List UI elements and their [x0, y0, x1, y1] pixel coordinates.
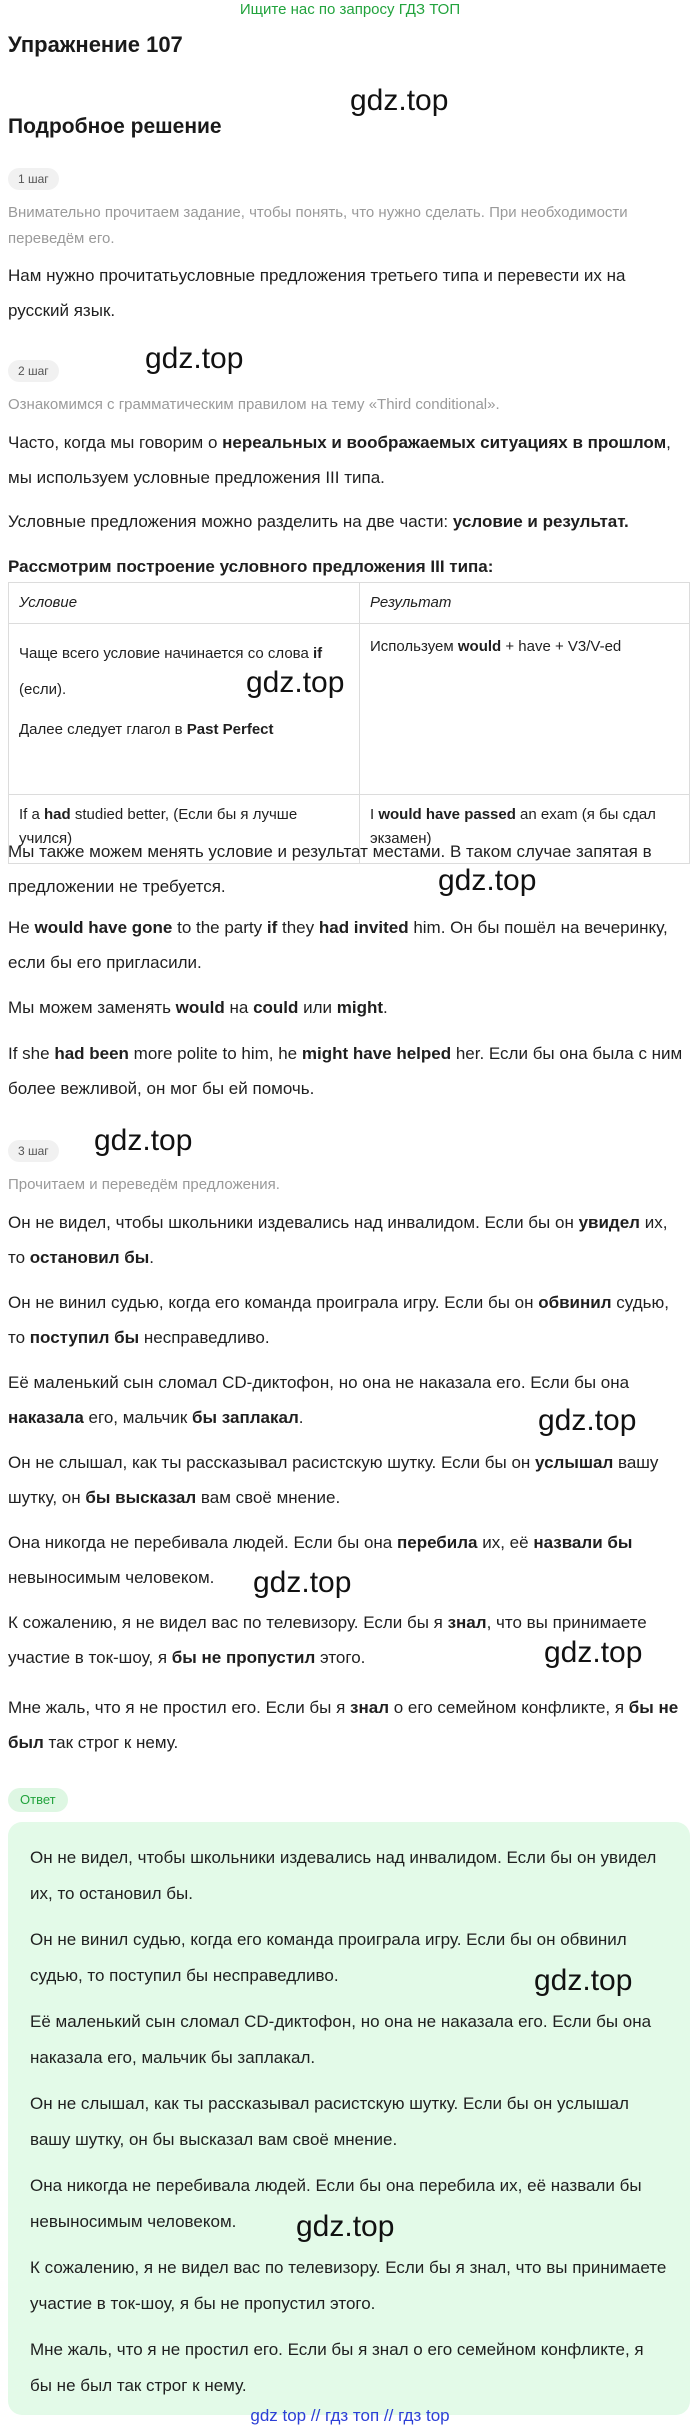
answer-sentence-3: Её маленький сын сломал CD-диктофон, но она не наказала его. Если бы она наказала его, мальчик бы заплакал.: [30, 2012, 652, 2067]
text-part: If a: [19, 806, 45, 823]
text-part: Мне жаль, что я не простил его. Если бы я: [8, 1698, 351, 1717]
text-part: на: [224, 998, 254, 1017]
text-part: If she: [8, 1044, 55, 1063]
text-part: вашу шутку, он: [8, 1453, 659, 1507]
bold-text: нереальных и воображаемых ситуациях в прошлом: [222, 433, 667, 452]
answer-sentence-1: Он не видел, чтобы школьники издевались над инвалидом. Если бы он увидел их, то остановил бы.: [30, 1848, 657, 1903]
text-part: Используем: [370, 638, 458, 655]
bold-text: would: [457, 638, 502, 655]
watermark: gdz.top: [253, 1566, 352, 1599]
text-part: they: [277, 918, 319, 937]
bold-text: Past Perfect: [186, 721, 274, 738]
text-part: more polite to him, he: [128, 1044, 302, 1063]
text-part: He: [8, 918, 35, 937]
answer-sentence-5: Она никогда не перебивала людей. Если бы она перебила их, её назвали бы невыносимым человеком.: [30, 2176, 642, 2231]
watermark: gdz.top: [538, 1404, 637, 1437]
text-part: Условные предложения можно разделить на две части:: [8, 512, 453, 531]
table-header-result: Результат: [360, 583, 690, 624]
bold-text: бы не пропустил: [171, 1648, 316, 1667]
sentence-4: [8, 1445, 688, 1515]
text-part: .: [383, 998, 388, 1017]
text-part: to the party: [172, 918, 267, 937]
text-part: I: [370, 806, 379, 823]
bold-text: увидел: [578, 1213, 640, 1232]
rule-paragraph-1: [8, 425, 688, 495]
text-part: судью, то: [8, 1293, 669, 1347]
conditional-table: [8, 582, 690, 864]
step-1-text: Нам нужно прочитатьусловные предложения третьего типа и перевести их на русский язык.: [8, 266, 626, 320]
step-3-badge: 3 шаг: [8, 1140, 59, 1162]
text-part: Часто, когда мы говорим о: [8, 433, 223, 452]
watermark: gdz.top: [94, 1124, 193, 1157]
bold-text: бы заплакал: [192, 1408, 299, 1427]
text-part: их, то: [8, 1213, 668, 1267]
sentence-1: [8, 1205, 688, 1275]
bold-text: остановил бы: [29, 1248, 150, 1267]
text-part: , что вы принимаете участие в ток-шоу, я: [8, 1613, 647, 1667]
footer-link-gdz-top[interactable]: gdz top: [250, 2406, 307, 2425]
step-1-badge: 1 шаг: [8, 168, 59, 190]
text-part: .: [298, 1408, 304, 1427]
section-title: Подробное решение: [8, 115, 222, 138]
text-part: , мы используем условные предложения III типа.: [8, 433, 671, 487]
bold-text: поступил бы: [29, 1328, 140, 1347]
bold-text: might have helped: [301, 1044, 452, 1063]
bold-text: would have gone: [34, 918, 173, 937]
step-1-hint: Внимательно прочитаем задание, чтобы понять, что нужно сделать. При необходимости переведём его.: [8, 204, 628, 247]
step-3-hint: Прочитаем и переведём предложения.: [8, 1176, 280, 1193]
bold-text: would: [175, 998, 225, 1017]
watermark: gdz.top: [145, 342, 244, 375]
bold-text: had been: [54, 1044, 129, 1063]
table-cell: [9, 624, 360, 795]
text-part: Он не винил судью, когда его команда проиграла игру. Если бы он: [8, 1293, 539, 1312]
sentence-2: [8, 1285, 688, 1355]
cell-text: [19, 712, 349, 748]
watermark: gdz.top: [296, 2210, 395, 2243]
bold-text: обвинил: [538, 1293, 612, 1312]
bold-text: had: [44, 806, 71, 823]
footer-separator: //: [310, 2406, 321, 2425]
text-part: studied better, (Если бы я лучше учился): [19, 806, 298, 847]
text-part: Он не слышал, как ты рассказывал расистскую шутку. Если бы он: [8, 1453, 536, 1472]
answer-sentence-6: К сожалению, я не видел вас по телевизору. Если бы я знал, что вы принимаете участие в ток-шоу, я бы не пропустил этого.: [30, 2258, 667, 2313]
answer-sentence-2: Он не винил судью, когда его команда проиграла игру. Если бы он обвинил судью, то поступил бы несправедливо.: [30, 1930, 627, 1985]
step-2-hint: Ознакомимся с грамматическим правилом на тему «Third conditional».: [8, 396, 500, 413]
bold-text: would have passed: [378, 806, 516, 823]
text-part: о его семейном конфликте, я: [389, 1698, 629, 1717]
bold-text: бы не был: [8, 1698, 679, 1752]
footer-link-gdz-top-ru[interactable]: гдз топ: [325, 2406, 380, 2425]
rule-paragraph-2: [8, 504, 688, 539]
table-header-row: [9, 583, 690, 624]
watermark: gdz.top: [534, 1964, 633, 1997]
footer-links: [0, 2406, 700, 2428]
text-part: невыносимым человеком.: [8, 1568, 215, 1587]
bold-text: had invited: [318, 918, 409, 937]
table-header-condition: Условие: [9, 583, 360, 624]
answer-sentence-7: Мне жаль, что я не простил его. Если бы я знал о его семейном конфликте, я бы не был так строг к нему.: [30, 2340, 644, 2395]
text-part: их, её: [477, 1533, 534, 1552]
text-part: несправедливо.: [139, 1328, 270, 1347]
bold-text: if: [312, 645, 323, 662]
bold-text: if: [266, 918, 278, 937]
rule-paragraph-5: [8, 990, 688, 1025]
text-part: Она никогда не перебивала людей. Если бы она: [8, 1533, 397, 1552]
answer-badge: Ответ: [8, 1788, 68, 1812]
text-part: him. Он бы пошёл на вечеринку, если бы его пригласили.: [8, 918, 668, 972]
text-part: его, мальчик: [83, 1408, 193, 1427]
table-row: [9, 624, 690, 795]
text-part: Далее следует глагол в: [19, 721, 187, 738]
footer-link-gdz-top-mixed[interactable]: гдз top: [398, 2406, 450, 2425]
bold-text: назвали бы: [533, 1533, 633, 1552]
bold-text: знал: [350, 1698, 390, 1717]
text-part: вам своё мнение.: [196, 1488, 341, 1507]
text-part: .: [149, 1248, 155, 1267]
search-banner: Ищите нас по запросу ГДЗ ТОП: [239, 1, 461, 18]
watermark: gdz.top: [544, 1636, 643, 1669]
text-part: или: [298, 998, 337, 1017]
text-part: так строг к нему.: [43, 1733, 179, 1752]
table-cell: [360, 624, 690, 795]
text-part: Чаще всего условие начинается со слова: [19, 645, 313, 662]
rule-paragraph-4: Мы также можем менять условие и результат местами. В таком случае запятая в предложении не требуется.: [8, 842, 652, 896]
footer-separator: //: [383, 2406, 394, 2425]
bold-text: условие и результат.: [452, 512, 629, 531]
text-part: Он не видел, чтобы школьники издевались над инвалидом. Если бы он: [8, 1213, 579, 1232]
sentence-7: [8, 1690, 688, 1760]
text-part: her. Если бы она была с ним более вежливой, он мог бы ей помочь.: [8, 1044, 683, 1098]
step-2-badge: 2 шаг: [8, 360, 59, 382]
watermark: gdz.top: [246, 666, 345, 699]
rule-paragraph-3: Рассмотрим построение условного предложения III типа:: [8, 557, 494, 576]
text-part: К сожалению, я не видел вас по телевизору. Если бы я: [8, 1613, 448, 1632]
bold-text: знал: [447, 1613, 487, 1632]
text-part: an exam (я бы сдал экзамен): [370, 806, 656, 847]
bold-text: could: [253, 998, 299, 1017]
example-paragraph-2: [8, 1036, 688, 1106]
bold-text: might: [336, 998, 384, 1017]
watermark: gdz.top: [438, 864, 537, 897]
text-part: этого.: [315, 1648, 366, 1667]
text-part: + have + V3/V-ed: [501, 638, 622, 655]
bold-text: бы высказал: [85, 1488, 197, 1507]
text-part: (если).: [19, 681, 67, 698]
bold-text: наказала: [8, 1408, 84, 1427]
bold-text: услышал: [535, 1453, 614, 1472]
answer-sentence-4: Он не слышал, как ты рассказывал расистскую шутку. Если бы он услышал вашу шутку, он бы высказал вам своё мнение.: [30, 2094, 629, 2149]
example-paragraph-1: [8, 910, 688, 980]
page-title: Упражнение 107: [8, 32, 183, 57]
text-part: Её маленький сын сломал CD-диктофон, но она не наказала его. Если бы она: [8, 1373, 630, 1392]
text-part: Мы можем заменять: [8, 998, 176, 1017]
bold-text: перебила: [396, 1533, 478, 1552]
watermark: gdz.top: [350, 84, 449, 117]
